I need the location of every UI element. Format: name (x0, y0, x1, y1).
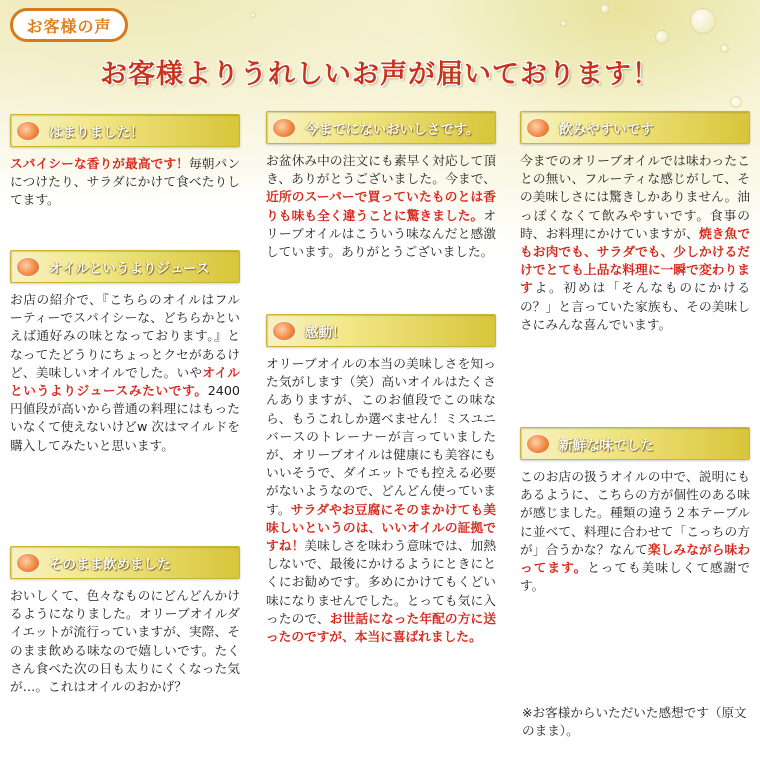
review-card (520, 427, 750, 595)
page-headline: お客様よりうれしいお声が届いております！ (100, 59, 660, 90)
review-highlight: サラダやお豆腐にそのまかけても美味しいというのは、いいオイルの証拠ですね！ (266, 501, 496, 554)
review-column-1b (10, 250, 240, 455)
review-highlight: オイルというよりジュースみたいです。 (10, 364, 240, 399)
orange-dot-icon (17, 122, 39, 140)
review-highlight: 焼き魚でもお肉でも、サラダでも、少しかけるだけでとても上品な料理に一瞬で変わります (520, 225, 751, 296)
review-card (10, 546, 240, 696)
review-body (520, 468, 750, 595)
review-column-2b (266, 314, 496, 646)
bubble-decoration (600, 4, 610, 14)
review-title: 今までにないおいしさです。 (305, 121, 480, 138)
review-title: 飲みやすいです (559, 121, 654, 138)
review-text: 2400円値段が高いから普通の料理にはもったいなくて使えないけどw 次はマイルドを購入してみたいと思います。 (10, 383, 240, 453)
bubble-decoration (655, 30, 669, 44)
review-column-3 (520, 111, 750, 334)
review-body (10, 155, 240, 210)
review-highlight: スパイシーな香りが最高です！ (10, 156, 189, 171)
review-title: そのまま飲めました (49, 556, 171, 573)
review-text: 美味しさを味わう意味では、加熱しないで、最後にかけるようにときにとくにお勧めです。多めにかけてもくどい味になりませんでした。とっても気に入ったので、 (266, 538, 497, 626)
review-text: おいしくて、色々なものにどんどんかけるようになりました。オリーブオイルダイエットが流行っていますが、実際、そのまま飲める味なので嬉しいです。たくさん食べた次の日も太りにくくなった気が…。これはオイルのおかげ？ (10, 588, 240, 695)
footnote: ※お客様からいただいた感想です（原文のまま）。 (522, 705, 747, 739)
review-title: 新鮮な味でした (559, 437, 654, 454)
review-title: 感動！ (305, 324, 346, 341)
review-highlight: 近所のスーパーで買っていたものとは香りも味も全く違うことに驚きました。 (266, 189, 496, 223)
review-body (10, 587, 240, 696)
review-card (520, 111, 750, 334)
review-body (266, 152, 496, 261)
review-card (266, 314, 496, 646)
review-text: このお店の扱うオイルの中で、説明にもあるように、こちらの方が個性のある味が感じました。種類の違う２本テーブルに並べて、料理に合わせて「こっちの方が」合うかな？なんて (520, 469, 750, 557)
review-column-1 (10, 114, 240, 210)
review-text: 毎朝パンにつけたり、サラダにかけて食べたりしてます。 (10, 156, 241, 208)
review-title-bar (266, 111, 496, 144)
review-title-bar (10, 546, 240, 579)
review-column-3b (520, 427, 750, 595)
section-badge: お客様の声 (10, 8, 128, 42)
orange-dot-icon (527, 435, 549, 453)
review-title: はまりました！ (49, 124, 144, 141)
review-card (266, 111, 496, 261)
bubble-decoration (730, 96, 742, 108)
orange-dot-icon (273, 119, 295, 137)
review-column-1c (10, 546, 240, 696)
review-body (520, 152, 750, 334)
review-text: よ。初めは「そんなものにかけるの？」と言っていた家族も、その美味しさにみんな喜んでいます。 (520, 280, 751, 332)
review-text: オリーブオイルの本当の美味しさを知った気がします（笑）高いオイルはたくさんありますが、このお値段でこの味なら、もうこれしか選べません！ミスユニバースのトレーナーが言っていましたが、オリーブオイルは健康にも美容にもいいそうで、ダイエットでも控える必要がないようなので、どんどん使っています。 (266, 356, 496, 517)
review-text: 今までのオリーブオイルでは味わったことの無い、フルーティな感じがして、その美味しさには驚きしかありません。油っぽくなくて飲みやすいです。食事の時、お料理にかけていますが、 (520, 153, 750, 241)
review-card (10, 250, 240, 455)
review-card (10, 114, 240, 210)
review-text: お盆休み中の注文にも素早く対応して頂き、ありがとうございました。今まで、 (266, 153, 496, 187)
review-text: とっても美味しくて感謝です。 (520, 560, 751, 594)
review-text: オリーブオイルはこういう味なんだと感激しています。ありがとうございました。 (266, 207, 496, 260)
review-text: お店の紹介で、『こちらのオイルはフルーティーでスパイシーな、どちらかといえば通好みの味となっております。』となってたどうりにちょっとクセがあるけど、美味しいオイルでした。いや (10, 292, 240, 380)
bubble-decoration (690, 8, 716, 34)
review-column-2 (266, 111, 496, 261)
orange-dot-icon (273, 322, 295, 340)
review-body (10, 291, 240, 455)
bubble-decoration (560, 20, 567, 27)
orange-dot-icon (527, 119, 549, 137)
review-highlight: 楽しみながら味わってます。 (520, 541, 751, 576)
review-title-bar (520, 111, 750, 144)
review-title-bar (10, 250, 240, 283)
bubble-decoration (250, 12, 256, 18)
review-title-bar (266, 314, 496, 347)
review-body (266, 355, 496, 646)
review-title-bar (10, 114, 240, 147)
orange-dot-icon (17, 258, 39, 276)
orange-dot-icon (17, 554, 39, 572)
review-title: オイルというよりジュース (49, 260, 210, 277)
review-title-bar (520, 427, 750, 460)
review-highlight: お世話になった年配の方に送ったのですが、本当に喜ばれました。 (266, 610, 497, 645)
